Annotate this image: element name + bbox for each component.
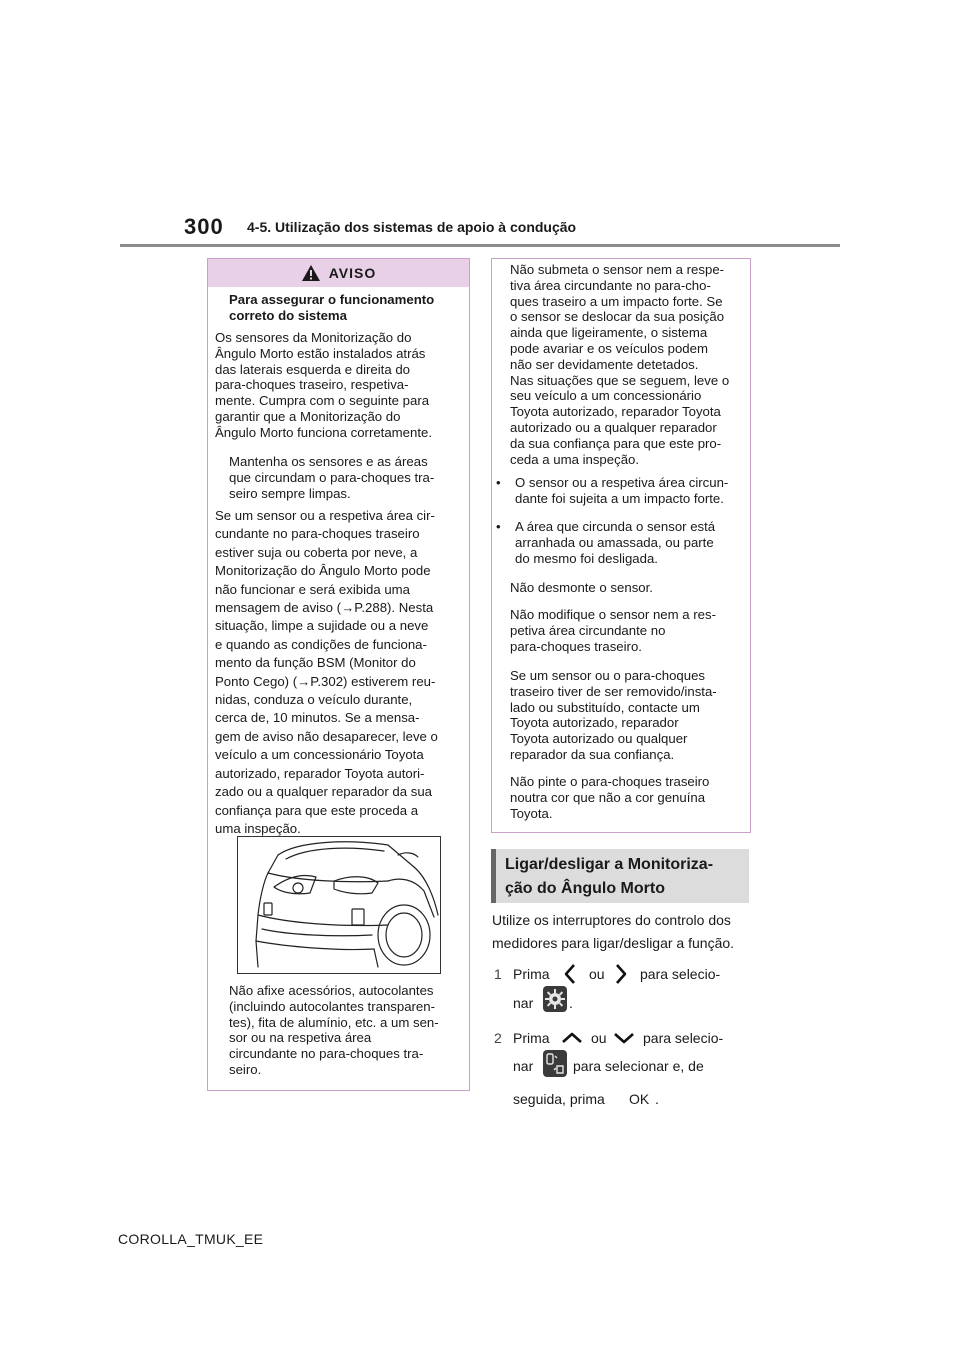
- step2-ou: ou: [591, 1030, 607, 1046]
- bullet: •: [496, 519, 501, 534]
- warning-header: [208, 259, 469, 287]
- right-indent-2: Não desmonte o sensor.: [510, 580, 653, 595]
- step2-prima: Prima: [513, 1030, 550, 1046]
- page-number: 300: [184, 214, 224, 239]
- intro-line-1: Utilize os interruptores do controlo dos: [492, 912, 731, 928]
- step1-ou: ou: [589, 966, 605, 982]
- list-item: • A área que circunda o sensor está arranhada ou amassada, ou parte do mesmo foi desligada.: [496, 519, 716, 566]
- warning-triangle-icon: [301, 264, 321, 282]
- section-heading: [491, 849, 749, 903]
- warning-indent-2: Não afixe acessórios, autocolantes (incluindo autocolantes transparen- tes), fita de alumínio, etc. a um sen- sor ou na respetiva área circundante no para-choques tra- seiro.: [229, 983, 439, 1077]
- step1-nar: nar: [513, 995, 534, 1011]
- right-indent-5: Não pinte o para-choques traseiro noutra cor que não a cor genuína Toyota.: [510, 774, 710, 821]
- section-heading-bar: [491, 849, 496, 903]
- section-heading-text: Ligar/desligar a Monitoriza- ção do Ângulo Morto: [505, 856, 714, 897]
- step-number: 1: [494, 966, 502, 982]
- step1-end: .: [569, 995, 573, 1011]
- warning-paragraph-2: Se um sensor ou a respetiva área cir- cundante no para-choques traseiro estiver suja ou coberta por neve, a Monitorização do Ângulo Morto pode não funcionar e será exibida uma mensagem de aviso (→P.288). Nesta situação, limpe a sujidade ou a neve e quando as condições de funciona- mento da função BSM (Monitor do Ponto Cego) (→P.302) estiverem reu- nidas, conduza o veículo durante, cerca de, 10 minutos. Se a mensa- gem de aviso não desaparecer, leve o veículo a um concessionário Toyota autorizado, reparador Toyota autori- zado ou a qualquer reparador da sua confiança para que este proceda a uma inspeção.: [215, 508, 438, 836]
- chapter-title: 4-5. Utilização dos sistemas de apoio à condução: [247, 219, 577, 235]
- step1-para: para selecio-: [640, 966, 721, 982]
- step2-nar: nar: [513, 1058, 534, 1074]
- step2-para: para selecio-: [643, 1030, 724, 1046]
- ok-button-label: OK: [629, 1091, 650, 1107]
- right-indent-1: Não submeta o sensor nem a respe- tiva área circundante no para-cho- ques traseiro a um impacto forte. Se o sensor se deslocar da sua posição ainda que ligeiramente, o sistema pode avariar e os veículos podem não ser devidamente detetados. Nas situações que se seguem, leve o seu veículo a um concessionário Toyota autorizado, reparador Toyota autorizado ou a qualquer reparador da sua confiança para que este pro- ceda a uma inspeção.: [510, 262, 730, 467]
- warning-paragraph-1: Os sensores da Monitorização do Ângulo Morto estão instalados atrás das laterais esquerda e direita do para-choques traseiro, respetiva- mente. Cumpra com o seguinte para garantir que a Monitorização do Ângulo Morto funciona corretamente.: [215, 330, 432, 440]
- list-item: • O sensor ou a respetiva área circun- dante foi sujeita a um impacto forte.: [496, 475, 729, 506]
- gear-icon: [543, 986, 567, 1012]
- warning-title: AVISO: [328, 265, 377, 281]
- step2-after-icon: para selecionar e, de: [573, 1058, 704, 1074]
- document-code: COROLLA_TMUK_EE: [118, 1231, 264, 1247]
- step-number: 2: [494, 1030, 502, 1046]
- chevron-down-icon: [612, 1030, 636, 1046]
- car-rear-drawing: [238, 837, 440, 973]
- chevron-up-icon: [560, 1030, 584, 1046]
- warning-subtitle: Para assegurar o funcionamento correto do sistema: [229, 292, 435, 323]
- step2-end: .: [655, 1091, 659, 1107]
- blind-spot-monitor-icon: [543, 1050, 567, 1077]
- intro-line-2: medidores para ligar/desligar a função.: [492, 935, 735, 951]
- bullet: •: [496, 475, 501, 490]
- warning-indent-1: Mantenha os sensores e as áreas que circundam o para-choques tra- seiro sempre limpas.: [229, 454, 435, 501]
- step1-prima: Prima: [513, 966, 550, 982]
- step2-seguida: seguida, prima: [513, 1091, 605, 1107]
- header-divider: [120, 244, 840, 247]
- chevron-left-icon: [563, 962, 577, 986]
- rear-bumper-illustration: [237, 836, 441, 974]
- right-indent-3: Não modifique o sensor nem a res- petiva área circundante no para-choques traseiro.: [510, 607, 716, 654]
- right-indent-4: Se um sensor ou o para-choques traseiro tiver de ser removido/insta- lado ou substituído, contacte um Toyota autorizado, reparador Toyota autorizado ou qualquer reparador da sua confiança.: [510, 668, 717, 762]
- chevron-right-icon: [614, 962, 628, 986]
